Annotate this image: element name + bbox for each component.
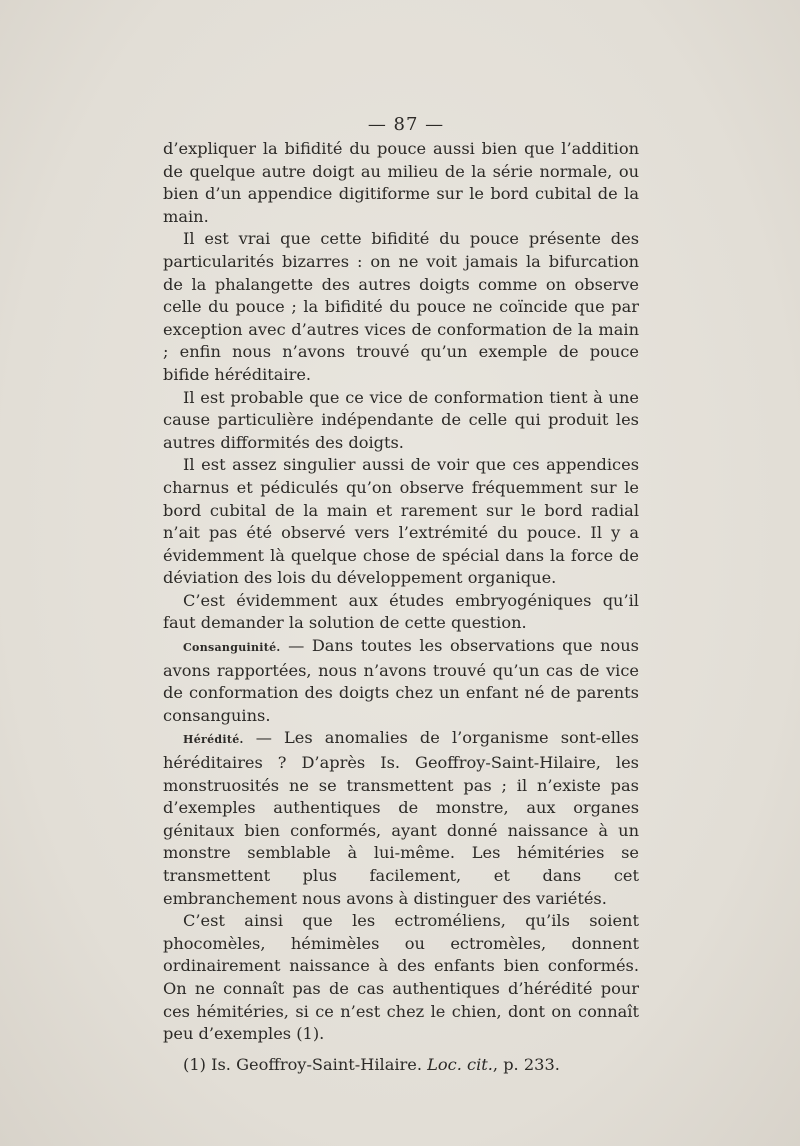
footnote-italic: Loc. cit.: [427, 1054, 493, 1074]
paragraph-2: Il est vrai que cette bifidité du pouce présente des particularités bizarres : on ne voit jamais la bifurcation de la phalangette des autres doigts comme on observe celle du pouce ; la bifidité du pouce ne coïncide que par exception avec d’autres vices de conformation de la main ; enfin nous n’avons trouvé qu’un exemple de pouce bifide héréditaire.: [163, 229, 639, 384]
page-text-block: [163, 114, 639, 1076]
footnote: [163, 1054, 639, 1077]
paragraph-5: C’est évidemment aux études embryogéniques qu’il faut demander la solution de cette question.: [163, 590, 639, 633]
consanguinite-text: — Dans toutes les observations que nous avons rapportées, nous n’avons trouvé qu’un cas de vice de conformation des doigts chez un enfant né de parents consanguins.: [163, 636, 639, 725]
consanguinite-heading: Consanguinité.: [183, 641, 281, 655]
paragraph-3: Il est probable que ce vice de conformation tient à une cause particulière indépendante de celle qui produit les autres difformités des doigts.: [163, 387, 639, 452]
footnote-prefix: (1) Is. Geoffroy-Saint-Hilaire.: [183, 1054, 428, 1074]
paragraph-1: d’expliquer la bifidité du pouce aussi bien que l’addition de quelque autre doigt au milieu de la série normale, ou bien d’un appendice digitiforme sur le bord cubital de la main.: [163, 139, 639, 226]
paragraph-ectromeliens: C’est ainsi que les ectroméliens, qu’ils soient phocomèles, hémimèles ou ectromèles, donnent ordinairement naissance à des enfants bien conformés. On ne connaît pas de cas authentiques d’hérédité pour ces hémitéries, si ce n’est chez le chien, dont on connaît peu d’exemples (1).: [163, 911, 639, 1044]
page-number: — 87 —: [367, 114, 445, 135]
paragraph-4: Il est assez singulier aussi de voir que ces appendices charnus et pédiculés qu’on observe fréquemment sur le bord cubital de la main et rarement sur le bord radial n’ait pas été observé vers l’extrémité du pouce. Il y a évidemment là quelque chose de spécial dans la force de déviation des lois du développement organique.: [163, 455, 639, 588]
heredite-heading: Hérédité.: [183, 733, 244, 747]
heredite-paragraph: [163, 727, 639, 910]
heredite-text: — Les anomalies de l’organisme sont-elles héréditaires ? D’après Is. Geoffroy-Saint-Hilaire, les monstruosités ne se transmettent pas ; il n’existe pas d’exemples authentiques de monstre, aux organes génitaux bien conformés, ayant donné naissance à un monstre semblable à lui-même. Les hémitéries se transmettent plus facilement, et dans cet embranchement nous avons à distinguer des variétés.: [163, 728, 639, 908]
footnote-suffix: , p. 233.: [492, 1054, 560, 1074]
consanguinite-paragraph: [163, 635, 639, 727]
